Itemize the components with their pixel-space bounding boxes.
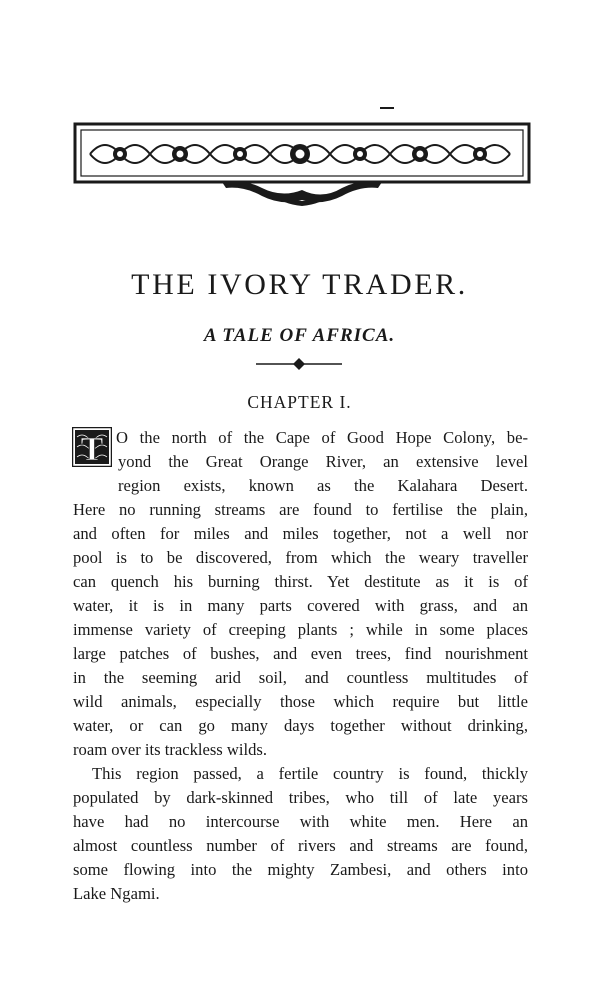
text-line: in the seeming arid soil, and countless multitudes of [73,668,528,687]
text-line: O the north of the Cape of Good Hope Colony, be- [116,428,528,447]
text-line: roam over its trackless wilds. [73,740,268,759]
drop-cap-icon [72,427,112,467]
text-line: can quench his burning thirst. Yet destitute as it is of [73,572,528,591]
text-line: yond the Great Orange River, an extensive level [118,452,528,471]
text-line: water, it is in many parts covered with grass, and an [73,596,528,615]
text-line: immense variety of creeping plants ; while in some places [73,620,528,639]
text-line: Here no running streams are found to fertilise the plain, [73,500,528,519]
drop-cap-letter: T [80,431,104,467]
book-title: THE IVORY TRADER. [131,268,468,301]
text-line: almost countless number of rivers and streams are found, [73,836,528,855]
text-line: water, or can go many days together without drinking, [73,716,528,735]
book-subtitle: A TALE OF AFRICA. [203,325,396,346]
ornamental-headpiece-icon [72,104,532,214]
text-line: region exists, known as the Kalahara Desert. [118,476,528,495]
text-line: large patches of bushes, and even trees, find nourishment [73,644,528,663]
text-line: have had no intercourse with white men. Here an [73,812,528,831]
text-line: and often for miles and miles together, not a well nor [73,524,528,543]
text-line: some flowing into the mighty Zambesi, and others into [73,860,528,879]
chapter-heading: CHAPTER I. [247,392,352,412]
text-line: This region passed, a fertile country is found, thickly [92,764,528,783]
text-line: Lake Ngami. [73,884,160,903]
text-line: populated by dark-skinned tribes, who till of late years [73,788,528,807]
text-line: wild animals, especially those which require but little [73,692,528,711]
text-line: pool is to be discovered, from which the weary traveller [73,548,528,567]
diamond-rule-icon [256,356,342,372]
